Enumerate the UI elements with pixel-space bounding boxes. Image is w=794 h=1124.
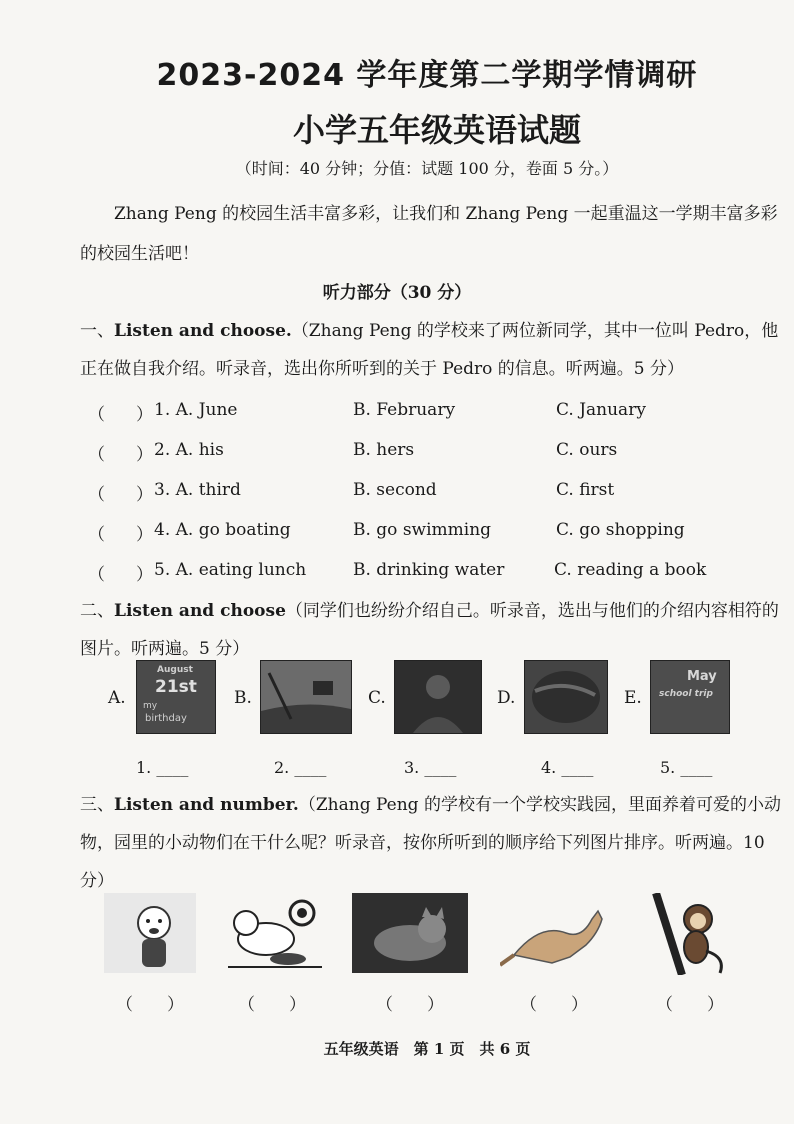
part3-text: （Zhang Peng 的学校有一个学校实践园，里面养着可爱的小动物，园里的小动物们在干什么呢？听录音，按你所听到的顺序给下列图片排序。听两遍。10 分） [80,795,781,891]
crying-animal-icon [104,893,196,975]
picture-letter: B. [234,688,252,708]
picture-letter: D. [497,688,516,708]
question-row [88,520,788,550]
school-trip-picture [650,660,730,734]
option-b: B. second [353,480,437,500]
birthday-picture [136,660,216,734]
option-c: C. January [556,400,646,420]
answer-paren-close: ） [136,485,153,505]
boating-picture [260,660,352,734]
answer-paren-open: （ [88,525,105,545]
option-b: B. February [353,400,456,420]
person-icon [395,661,481,733]
answer-blank: 2. ____ [274,758,327,777]
part3-instructions [80,786,790,900]
answer-paren-close: ） [136,565,153,585]
sleeping-cat-icon [352,893,468,975]
picture-text: August [157,665,193,675]
picture-text: May [687,669,717,684]
option-b: B. hers [353,440,415,460]
answer-paren-open: （ [88,485,105,505]
answer-paren-close: ） [136,445,153,465]
part2-title: Listen and choose [114,601,286,621]
exam-info: （时间：40 分钟；分值：试题 100 分，卷面 5 分。） [235,159,619,178]
answer-paren-close: ） [136,405,153,425]
picture-letter: C. [368,688,386,708]
option-a: 1. A. June [154,400,238,420]
question-row [88,440,788,470]
answer-paren-close: ） [136,525,153,545]
question-row [88,560,788,590]
part3-answer-parens [0,990,794,1016]
question-row [88,480,788,510]
picture-text: school trip [659,689,713,699]
part3-title: Listen and number. [114,795,299,815]
part1-title: Listen and choose. [114,321,292,341]
monkey-climbing-icon [646,893,734,975]
answer-paren-open: （ [88,565,105,585]
option-a: 2. A. his [154,440,224,460]
swimmer-icon [525,661,607,733]
intro-paragraph: Zhang Peng 的校园生活丰富多彩，让我们和 Zhang Peng 一起重温这一学期丰富多彩的校园生活吧！ [80,204,778,264]
option-c: C. ours [556,440,618,460]
part3-number: 三、 [80,795,114,815]
part1-instructions [80,312,790,388]
picture-letter: E. [624,688,642,708]
picture-text: birthday [145,713,187,724]
swimming-picture [524,660,608,734]
part3-pictures [0,893,794,983]
part1-number: 一、 [80,321,114,341]
answer-paren: （ ） [116,995,184,1015]
answer-paren: （ ） [520,995,588,1015]
answer-blank: 1. ____ [136,758,189,777]
part1-text: （Zhang Peng 的学校来了两位新同学，其中一位叫 Pedro，他正在做自我介绍。听录音，选出你所听到的关于 Pedro 的信息。听两遍。5 分） [80,321,779,379]
question-row [88,400,788,430]
part2-pictures [0,660,794,738]
part2-text: （同学们也纷纷介绍自己。听录音，选出与他们的介绍内容相符的图片。听两遍。5 分） [80,601,779,659]
listening-heading: 听力部分（30 分） [322,283,472,303]
answer-blank: 3. ____ [404,758,457,777]
dog-eating-icon [224,893,324,975]
part2-number: 二、 [80,601,114,621]
kangaroo-icon [500,893,612,975]
option-a: 5. A. eating lunch [154,560,307,580]
exam-subject-title: 小学五年级英语试题 [292,111,581,149]
page-footer: 五年级英语 第 1 页 共 6 页 [323,1040,531,1058]
person-picture [394,660,482,734]
answer-blank: 4. ____ [541,758,594,777]
picture-letter: A. [108,688,126,708]
answer-paren: （ ） [238,995,306,1015]
option-a: 4. A. go boating [154,520,291,540]
part2-answer-blanks [0,758,794,782]
part2-instructions [80,592,790,668]
picture-text: 21st [155,677,197,697]
picture-text: my [143,701,158,711]
option-b: B. drinking water [353,560,505,580]
answer-blank: 5. ____ [660,758,713,777]
option-c: C. first [556,480,615,500]
option-c: C. go shopping [556,520,685,540]
option-b: B. go swimming [353,520,492,540]
answer-paren: （ ） [656,995,724,1015]
option-a: 3. A. third [154,480,241,500]
answer-paren-open: （ [88,405,105,425]
answer-paren: （ ） [376,995,444,1015]
option-c: C. reading a book [554,560,707,580]
exam-title: 2023-2024 学年度第二学期学情调研 [156,58,698,93]
boat-scene-icon [261,661,351,733]
answer-paren-open: （ [88,445,105,465]
